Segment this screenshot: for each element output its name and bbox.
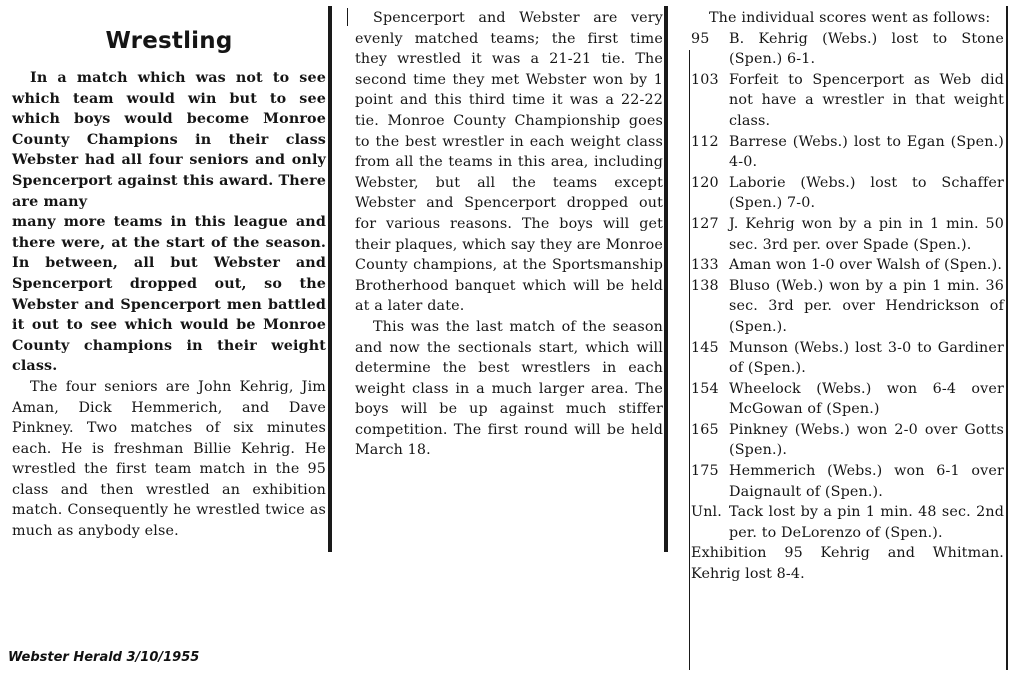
result-entry: [691, 420, 1004, 461]
result-text: Tack lost by a pin 1 min. 48 sec. 2nd per. to DeLorenzo of (Spen.).: [729, 504, 1004, 541]
weight-class: 127: [691, 215, 719, 232]
article-column-3: [691, 8, 1004, 585]
results-list: [691, 29, 1004, 544]
paragraph-1-blotted: [12, 68, 326, 212]
result-text: Wheelock (Webs.) won 6-4 over McGowan of (Spen.): [729, 380, 1004, 418]
scores-intro: The individual scores went as follows:: [709, 10, 991, 26]
result-entry: [691, 29, 1004, 70]
result-text: B. Kehrig (Webs.) lost to Stone (Spen.) 6-1.: [729, 30, 1004, 68]
paragraph-4: This was the last match of the season and now the sectionals start, which will determine the best wrestlers in each weight class in a much larger area. The boys will be up against much stiffer competition. The first round will be held March 18.: [355, 318, 663, 459]
result-entry: [691, 132, 1004, 173]
weight-class: 138: [691, 277, 719, 294]
exhibition-result: Exhibition 95 Kehrig and Whitman. Kehrig lost 8-4.: [691, 545, 1004, 583]
weight-class: Unl.: [691, 504, 722, 521]
weight-class: 145: [691, 339, 719, 356]
weight-class: 120: [691, 174, 719, 191]
result-entry: [691, 379, 1004, 420]
article-column-1: [12, 8, 326, 542]
paragraph-1-text: In a match which was not to see which team would win but to see which boys would become Monroe County Champions in their class Webster had all four seniors and only Spencerport against this award. There are many: [12, 70, 326, 210]
weight-class: 103: [691, 71, 719, 88]
column-rule-mid-inner: [347, 8, 348, 26]
weight-class: 133: [691, 257, 719, 274]
result-text: Barrese (Webs.) lost to Egan (Spen.) 4-0.: [729, 133, 1004, 171]
column-rule-right: [1006, 6, 1008, 670]
result-text: Forfeit to Spencerport as Web did not have a wrestler in that weight class.: [729, 71, 1004, 129]
result-text: Hemmerich (Webs.) won 6-1 over Daignault of (Spen.).: [729, 463, 1004, 500]
result-entry: [691, 502, 1004, 543]
result-entry: [691, 173, 1004, 214]
result-text: Aman won 1-0 over Walsh of (Spen.).: [729, 257, 1003, 274]
paragraph-3: Spencerport and Webster are very evenly matched teams; the first time they wrestled it was a 21-21 tie. The second time they met Webster won by 1 point and this third time it was a 22-22 tie. Monroe County Championship goes to the best wrestler in each weight class from all the teams in this area, including Webster, but all the teams except Webster and Spencerport dropped out for various reasons. The boys will get their plaques, which say they are Monroe County champions, at the Sportsmanship Brotherhood banquet which will be held at a later date.: [355, 10, 663, 315]
result-text: J. Kehrig won by a pin in 1 min. 50 sec. 3rd per. over Spade (Spen.).: [729, 215, 1004, 253]
column-rule-right-inner: [689, 50, 690, 670]
weight-class: 175: [691, 463, 719, 480]
result-entry: [691, 214, 1004, 255]
result-text: Pinkney (Webs.) won 2-0 over Gotts (Spen.).: [729, 421, 1004, 459]
paragraph-2: The four seniors are John Kehrig, Jim Aman, Dick Hemmerich, and Dave Pinkney. Two matches of six minutes each. He is freshman Billie Kehrig. He wrestled the first team match in the 95 class and then wrestled an exhibition match. Consequently he wrestled twice as much as anybody else.: [12, 378, 326, 540]
result-entry: [691, 70, 1004, 132]
weight-class: 95: [691, 30, 710, 47]
result-text: Laborie (Webs.) lost to Schaffer (Spen.) 7-0.: [729, 174, 1004, 212]
weight-class: 154: [691, 380, 719, 397]
result-entry: [691, 338, 1004, 379]
result-entry: [691, 461, 1004, 502]
result-entry: [691, 276, 1004, 338]
paragraph-1-rest: many more teams in this league and there were, at the start of the season. In between, all but Webster and Spencerport dropped out, so the Webster and Spencerport men battled it out to see which would be Monroe County champions in their weight class.: [12, 214, 326, 375]
article-column-2: [355, 8, 663, 461]
weight-class: 112: [691, 133, 719, 150]
result-text: Bluso (Web.) won by a pin 1 min. 36 sec. 3rd per. over Hendrickson of (Spen.).: [729, 277, 1004, 335]
headline: Wrestling: [105, 28, 233, 54]
column-rule-left: [328, 6, 332, 552]
weight-class: 165: [691, 421, 719, 438]
result-entry: [691, 255, 1004, 276]
source-caption: Webster Herald 3/10/1955: [8, 650, 200, 665]
column-rule-mid: [664, 6, 668, 552]
result-text: Munson (Webs.) lost 3-0 to Gardiner of (Spen.).: [729, 339, 1004, 377]
